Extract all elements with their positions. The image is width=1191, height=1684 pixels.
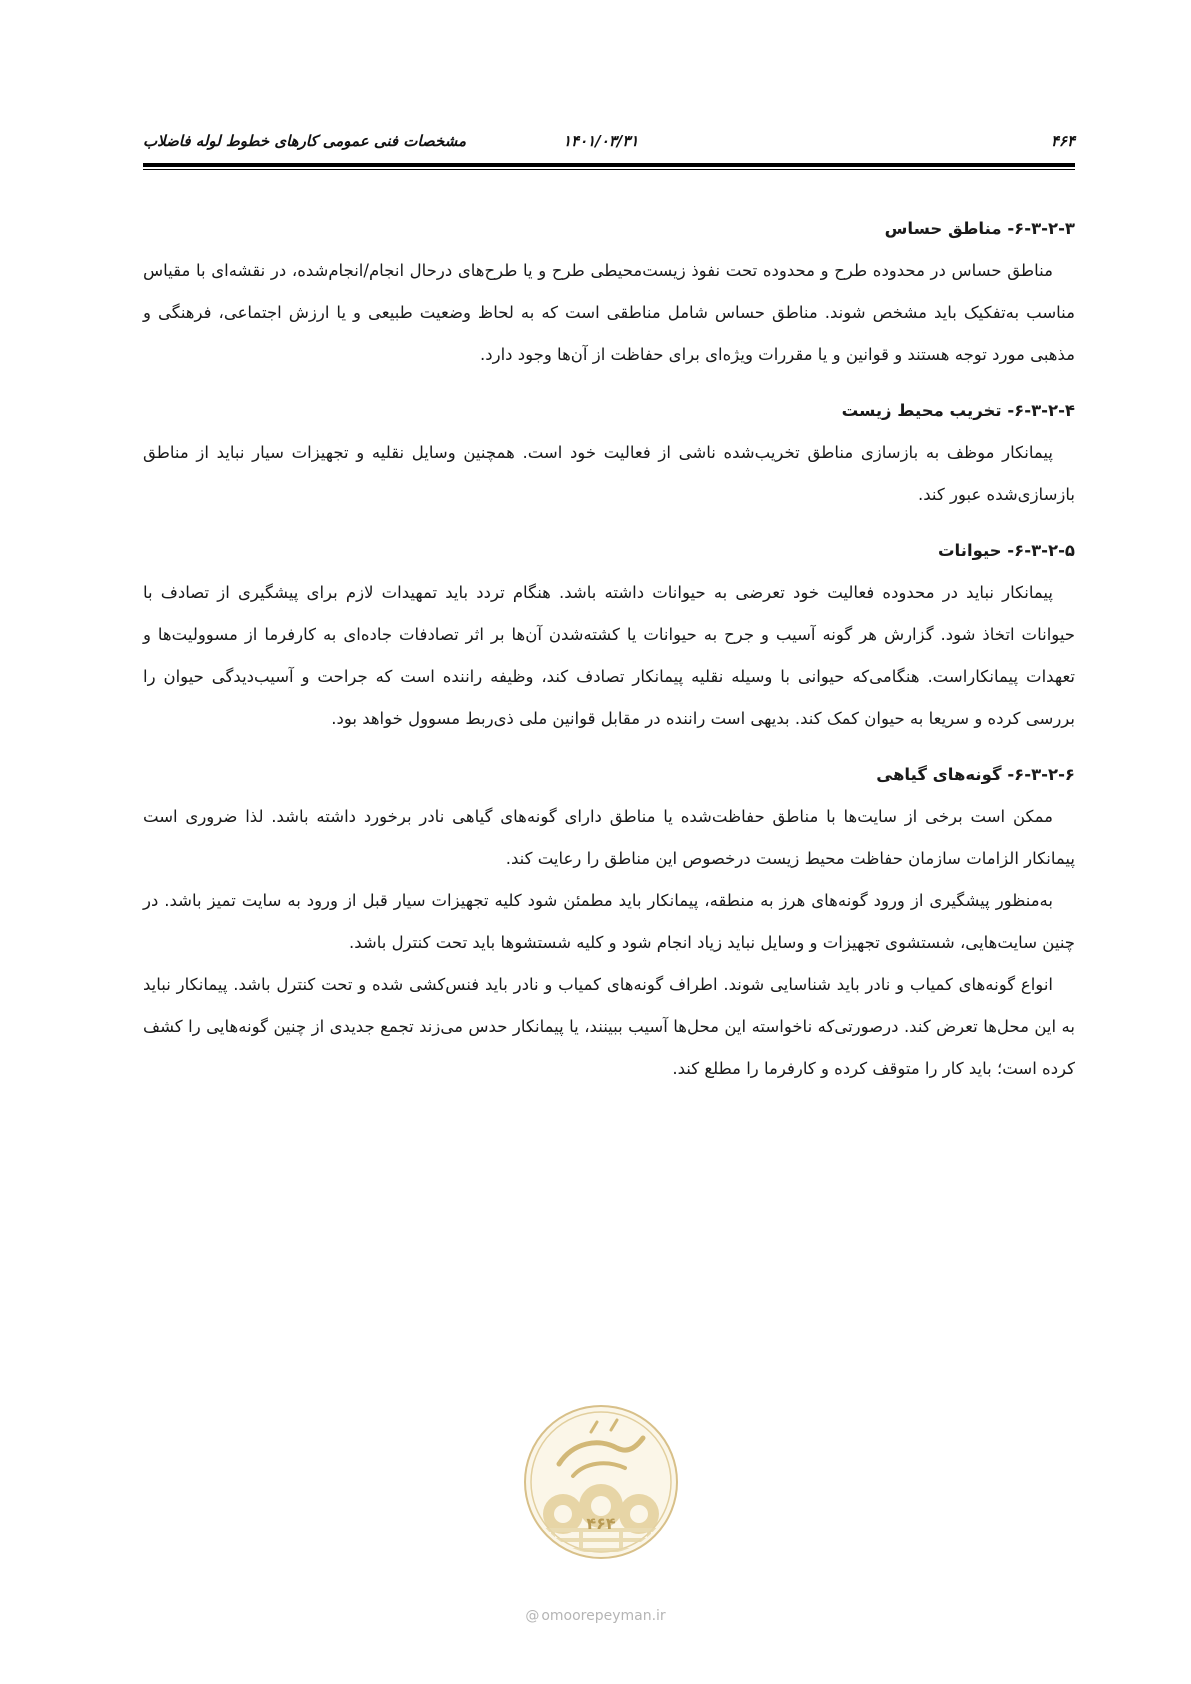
paragraph: به‌منظور پیشگیری از ورود گونه‌های هرز به منطقه، پیمانکار باید مطمئن شود کلیه تجهیزات سیار قبل از ورود به سایت تمیز باشد. در چنین سایت‌هایی، شستشوی تجهیزات و وسایل نباید زیاد انجام شود و کلیه شستشوها باید تحت کنترل باشد. bbox=[143, 891, 1075, 952]
at-sign-icon: @ bbox=[525, 1608, 540, 1624]
section-heading: ۶-۳-۲-۴- تخریب محیط زیست bbox=[841, 401, 1075, 420]
section-body bbox=[143, 796, 1075, 1090]
document-title: مشخصات فنی عمومی کارهای خطوط لوله فاضلاب bbox=[143, 132, 467, 150]
section-environment-destruction bbox=[143, 390, 1075, 516]
main-content bbox=[143, 208, 1075, 1104]
paragraph: پیمانکار موظف به بازسازی مناطق تخریب‌شده ناشی از فعالیت خود است. همچنین وسایل نقلیه و تجهیزات سیار نباید از مناطق بازسازی‌شده عبور کند. bbox=[143, 443, 1075, 504]
watermark-text: omoorepeyman.ir bbox=[541, 1608, 666, 1624]
document-date: ۱۴۰۱/۰۳/۳۱ bbox=[563, 132, 639, 150]
section-body bbox=[143, 572, 1075, 740]
header-rule-thin bbox=[143, 169, 1075, 170]
paragraph: انواع گونه‌های کمیاب و نادر باید شناسایی شوند. اطراف گونه‌های کمیاب و نادر باید فنس‌کشی شده و تحت کنترل باشد. پیمانکار نباید به این محل‌ها تعرض کند. درصورتی‌که ناخواسته این محل‌ها آسیب ببینند، یا پیمانکار حدس می‌زند تجمع جدیدی از چنین گونه‌هایی را کشف کرده است؛ باید کار را متوقف کرده و کارفرما را مطلع کند. bbox=[143, 975, 1075, 1078]
section-animals bbox=[143, 530, 1075, 740]
section-sensitive-areas bbox=[143, 208, 1075, 376]
header-page-number: ۴۶۴ bbox=[1050, 132, 1075, 150]
section-body bbox=[143, 250, 1075, 376]
page-header bbox=[143, 128, 1075, 154]
section-body bbox=[143, 432, 1075, 516]
section-heading: ۶-۳-۲-۵- حیوانات bbox=[937, 541, 1075, 560]
organization-seal-logo bbox=[521, 1402, 681, 1572]
section-heading: ۶-۳-۲-۶- گونه‌های گیاهی bbox=[876, 765, 1075, 784]
seal-emblem-icon bbox=[521, 1402, 681, 1572]
paragraph: ممکن است برخی از سایت‌ها با مناطق حفاظت‌شده یا مناطق دارای گونه‌های گیاهی نادر برخورد داشته باشد. لذا ضروری است پیمانکار الزامات سازمان حفاظت محیط زیست درخصوص این مناطق را رعایت کند. bbox=[143, 807, 1075, 868]
section-heading: ۶-۳-۲-۳- مناطق حساس bbox=[884, 219, 1075, 238]
section-plant-species bbox=[143, 754, 1075, 1090]
header-rule-thick bbox=[143, 163, 1075, 167]
seal-page-number: ۴۶۴ bbox=[586, 1514, 616, 1533]
website-watermark bbox=[0, 1608, 1191, 1624]
paragraph: مناطق حساس در محدوده طرح و محدوده تحت نفوذ زیست‌محیطی طرح و یا طرح‌های درحال انجام/انجام‌شده، در نقشه‌ای با مقیاس مناسب به‌تفکیک باید مشخص شوند. مناطق حساس شامل مناطقی است که به لحاظ وضعیت طبیعی و یا ارزش اجتماعی، فرهنگی و مذهبی مورد توجه هستند و قوانین و یا مقررات ویژه‌ای برای حفاظت از آن‌ها وجود دارد. bbox=[143, 261, 1075, 364]
paragraph: پیمانکار نباید در محدوده فعالیت خود تعرضی به حیوانات داشته باشد. هنگام تردد باید تمهیدات لازم برای پیشگیری از تصادف با حیوانات اتخاذ شود. گزارش هر گونه آسیب و جرح به حیوانات یا کشته‌شدن آن‌ها بر اثر تصادفات جاده‌ای به کارفرما از مسوولیت‌ها و تعهدات پیمانکاراست. هنگامی‌که حیوانی با وسیله نقلیه پیمانکار تصادف کند، وظیفه راننده است که جراحت و آسیب‌دیدگی حیوان را بررسی کرده و سریعا به حیوان کمک کند. بدیهی است راننده در مقابل قوانین ملی ذی‌ربط مسوول خواهد بود. bbox=[143, 583, 1075, 728]
